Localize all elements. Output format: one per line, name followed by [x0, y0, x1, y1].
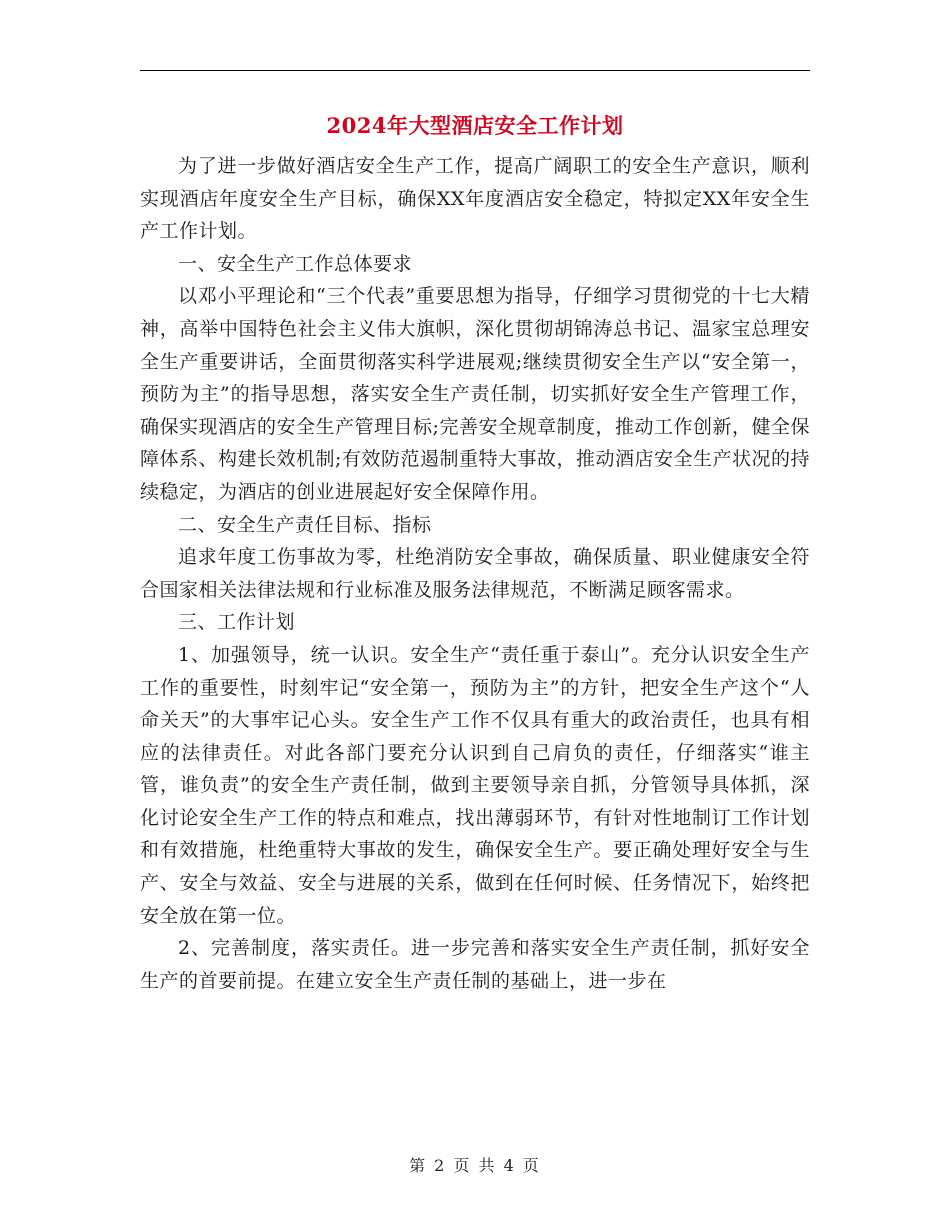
- section-heading-2: 二、安全生产责任目标、指标: [178, 513, 432, 536]
- section-heading-1: 一、安全生产工作总体要求: [178, 252, 413, 275]
- paragraph-requirements: 以邓小平理论和“三个代表”重要思想为指导，仔细学习贯彻党的十七大精神，高举中国特色社会主义伟大旗帜，深化贯彻胡锦涛总书记、温家宝总理安全生产重要讲话，全面贯彻落实科学进展观;继续贯彻安全生产以“安全第一，预防为主”的指导思想，落实安全生产责任制，切实抓好安全生产管理工作，确保实现酒店的安全生产管理目标;完善安全规章制度，推动工作创新，健全保障体系、构建长效机制;有效防范遏制重特大事故，推动酒店安全生产状况的持续稳定，为酒店的创业进展起好安全保障作用。: [140, 285, 810, 503]
- page-footer: 第 2 页 共 4 页: [409, 1156, 541, 1175]
- paragraph-targets: 追求年度工伤事故为零，杜绝消防安全事故，确保质量、职业健康安全符合国家相关法律法规和行业标准及服务法律规范，不断满足顾客需求。: [140, 546, 810, 601]
- section-heading-3: 三、工作计划: [178, 611, 296, 634]
- paragraph-intro: 为了进一步做好酒店安全生产工作，提高广阔职工的安全生产意识，顺利实现酒店年度安全生产目标，确保XX年度酒店安全稳定，特拟定XX年安全生产工作计划。: [140, 155, 810, 243]
- paragraph-plan-item-2: 2、完善制度，落实责任。进一步完善和落实安全生产责任制，抓好安全生产的首要前提。在建立安全生产责任制的基础上，进一步在: [140, 937, 810, 992]
- paragraph-plan-item-1: 1、加强领导，统一认识。安全生产“责任重于泰山”。充分认识安全生产工作的重要性，时刻牢记“安全第一，预防为主”的方针，把安全生产这个“人命关天”的大事牢记心头。安全生产工作不仅具有重大的政治责任，也具有相应的法律责任。对此各部门要充分认识到自己肩负的责任，仔细落实“谁主管，谁负责”的安全生产责任制，做到主要领导亲自抓，分管领导具体抓，深化讨论安全生产工作的特点和难点，找出薄弱环节，有针对性地制订工作计划和有效措施，杜绝重特大事故的发生，确保安全生产。要正确处理好安全与生产、安全与效益、安全与进展的关系，做到在任何时候、任务情况下，始终把安全放在第一位。: [140, 643, 810, 927]
- document-title: 2024年大型酒店安全工作计划: [326, 113, 624, 138]
- document-body: [140, 150, 810, 997]
- header-rule: [140, 70, 810, 71]
